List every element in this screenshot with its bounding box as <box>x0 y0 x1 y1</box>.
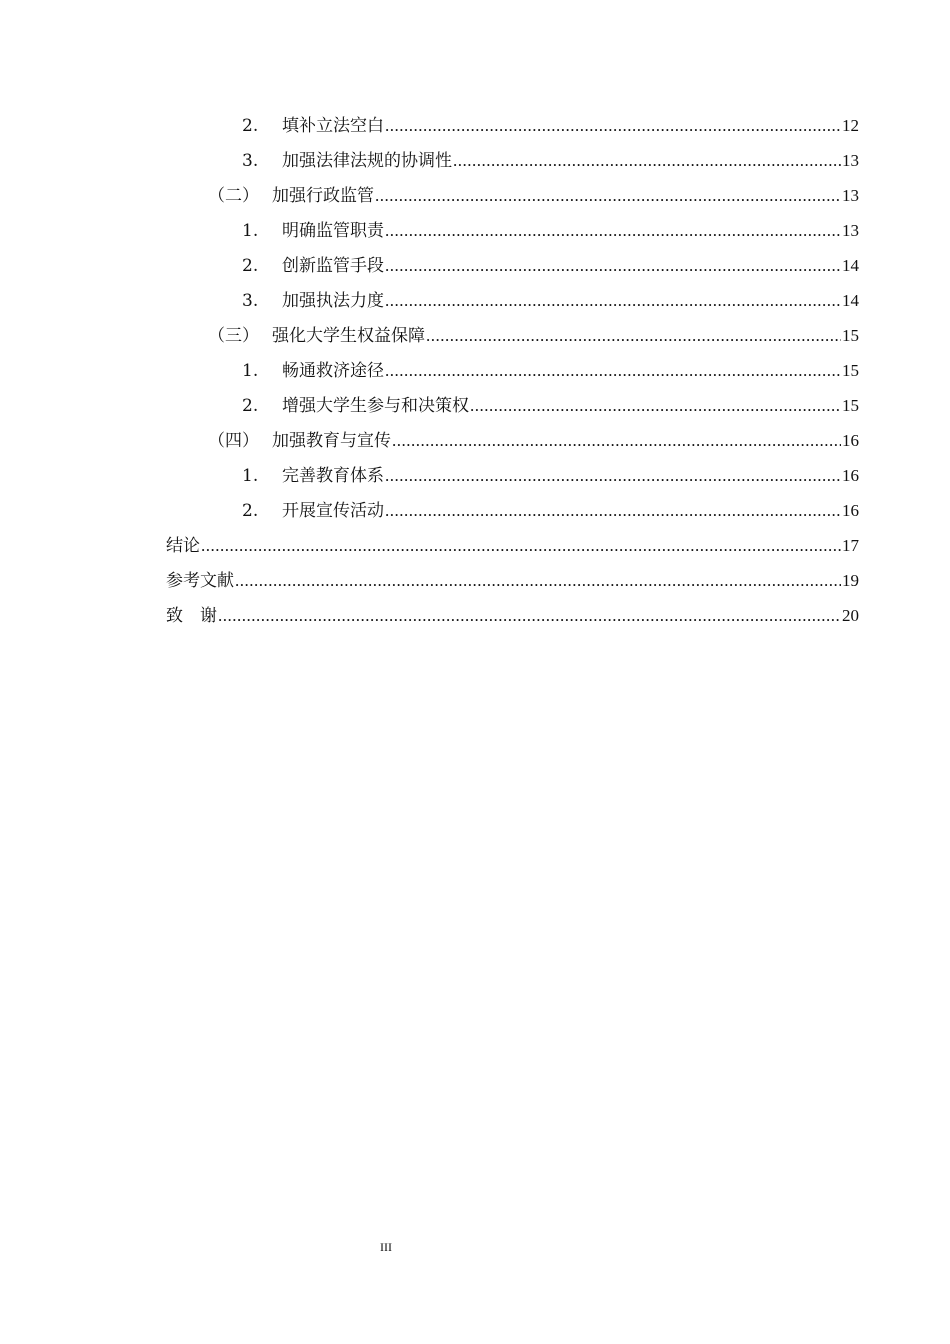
toc-dot-leader <box>385 289 841 313</box>
toc-dot-leader <box>385 359 841 383</box>
toc-entry-number: （二） <box>208 186 259 206</box>
toc-entry-title: 加强教育与宣传 <box>272 431 391 451</box>
toc-entry[interactable] <box>242 499 859 523</box>
toc-entry-title: 参考文献 <box>166 571 234 591</box>
toc-entry-number: 1. <box>242 361 259 381</box>
toc-entry-conclusion[interactable] <box>166 534 859 558</box>
toc-dot-leader <box>385 254 841 278</box>
toc-entry-title: 完善教育体系 <box>282 466 384 486</box>
toc-entry[interactable] <box>242 219 859 243</box>
toc-entry-references[interactable] <box>166 569 859 593</box>
toc-entry-page: 16 <box>842 501 859 520</box>
toc-entry-title: 畅通救济途径 <box>282 361 384 381</box>
toc-entry-title: 填补立法空白 <box>282 116 384 136</box>
toc-entry-page: 15 <box>842 396 859 415</box>
toc-dot-leader <box>385 464 841 488</box>
toc-entry-number: 1. <box>242 466 259 486</box>
toc-entry-page: 17 <box>842 536 859 555</box>
toc-dot-leader <box>385 114 841 138</box>
toc-entry[interactable] <box>242 359 859 383</box>
toc-entry-page: 13 <box>842 186 859 205</box>
toc-entry[interactable] <box>208 324 859 348</box>
toc-entry-title: 创新监管手段 <box>282 256 384 276</box>
toc-entry-title: 明确监管职责 <box>282 221 384 241</box>
toc-entry[interactable] <box>242 114 859 138</box>
toc-entry-title: 加强行政监管 <box>272 186 374 206</box>
toc-entry-number: 3. <box>242 151 259 171</box>
toc-entry-number: （三） <box>208 326 259 346</box>
toc-entry-number: 2. <box>242 116 259 136</box>
toc-entry-page: 15 <box>842 326 859 345</box>
toc-dot-leader <box>218 604 841 628</box>
toc-entry-page: 13 <box>842 151 859 170</box>
toc-entry-page: 13 <box>842 221 859 240</box>
toc-dot-leader <box>392 429 841 453</box>
toc-entry[interactable] <box>208 429 859 453</box>
toc-entry-title: 致 谢 <box>166 606 217 626</box>
toc-entry-page: 19 <box>842 571 859 590</box>
toc-entry-page: 15 <box>842 361 859 380</box>
toc-entry-number: 2. <box>242 396 259 416</box>
toc-entry-page: 16 <box>842 466 859 485</box>
toc-entry[interactable] <box>242 464 859 488</box>
toc-entry-title: 开展宣传活动 <box>282 501 384 521</box>
toc-dot-leader <box>470 394 841 418</box>
toc-entry[interactable] <box>242 289 859 313</box>
toc-entry[interactable] <box>242 394 859 418</box>
toc-dot-leader <box>385 499 841 523</box>
toc-entry-number: 3. <box>242 291 259 311</box>
toc-entry[interactable] <box>208 184 859 208</box>
toc-entry-page: 14 <box>842 256 859 275</box>
toc-dot-leader <box>235 569 841 593</box>
toc-entry-title: 增强大学生参与和决策权 <box>282 396 469 416</box>
toc-dot-leader <box>453 149 841 173</box>
toc-entry-number: 1. <box>242 221 259 241</box>
toc-dot-leader <box>426 324 841 348</box>
toc-entry-title: 强化大学生权益保障 <box>272 326 425 346</box>
toc-entry-page: 20 <box>842 606 859 625</box>
toc-dot-leader <box>375 184 841 208</box>
toc-entry[interactable] <box>242 149 859 173</box>
toc-entry-page: 14 <box>842 291 859 310</box>
toc-dot-leader <box>385 219 841 243</box>
toc-entry-title: 加强法律法规的协调性 <box>282 151 452 171</box>
toc-entry-page: 12 <box>842 116 859 135</box>
toc-entry-page: 16 <box>842 431 859 450</box>
toc-entry-number: 2. <box>242 256 259 276</box>
page-number: III <box>380 1240 392 1254</box>
toc-entry-acknowledgements[interactable] <box>166 604 859 628</box>
toc-entry-number: （四） <box>208 431 259 451</box>
toc-entry[interactable] <box>242 254 859 278</box>
toc-dot-leader <box>201 534 841 558</box>
toc-entry-number: 2. <box>242 501 259 521</box>
toc-entry-title: 加强执法力度 <box>282 291 384 311</box>
toc-entry-title: 结论 <box>166 536 200 556</box>
